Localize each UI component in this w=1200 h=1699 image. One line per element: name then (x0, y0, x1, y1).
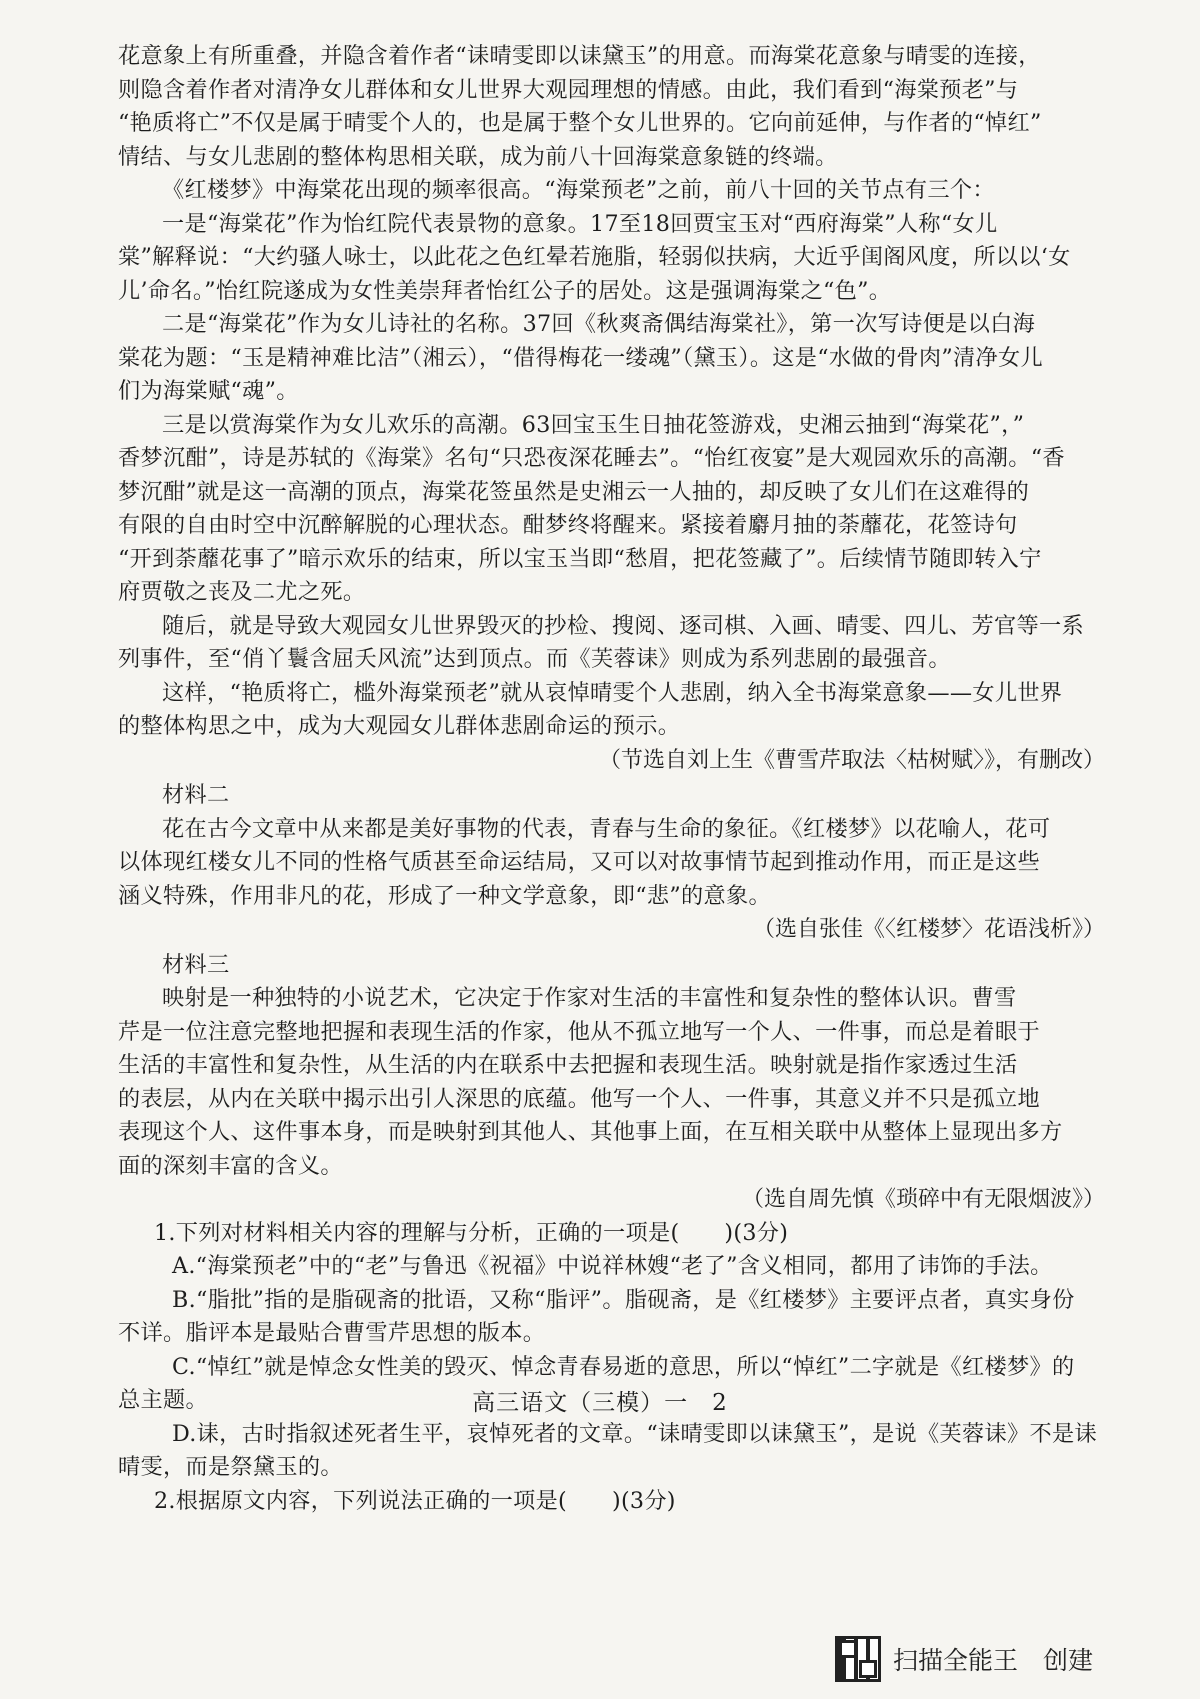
question-2: 2.根据原文内容，下列说法正确的一项是( )(3分) (154, 1487, 676, 1514)
text-line: 有限的自由时空中沉醉解脱的心理状态。酣梦终将醒来。紧接着麝月抽的荼蘼花，花签诗句 (118, 512, 1018, 538)
text-line: 棠花为题：“玉是精神难比洁”（湘云），“借得梅花一缕魂”（黛玉）。这是“水做的骨肉”清净女儿 (118, 344, 1043, 371)
text-line: “艳质将亡”不仅是属于晴雯个人的，也是属于整个女儿世界的。它向前延伸，与作者的“悼红” (118, 110, 1042, 136)
text-line: 梦沉酣”就是这一高潮的顶点，海棠花签虽然是史湘云一人抽的，却反映了女儿们在这难得的 (118, 478, 1030, 505)
option-c-cont: 总主题。 (118, 1387, 208, 1413)
text-line: 们为海棠赋“魂”。 (118, 378, 299, 404)
text-line: 面的深刻丰富的含义。 (118, 1152, 343, 1179)
option-d-cont: 晴雯，而是祭黛玉的。 (118, 1454, 343, 1480)
text-line: “开到荼蘼花事了”暗示欢乐的结束，所以宝玉当即“愁眉，把花签藏了”。后续情节随即转入宁 (118, 545, 1042, 572)
text-line: 则隐含着作者对清净女儿群体和女儿世界大观园理想的情感。由此，我们看到“海棠预老”与 (118, 76, 1019, 103)
source-citation: （选自周先慎《琐碎中有无限烟波》） (741, 1187, 1105, 1212)
source-citation: （选自张佳《〈红楼梦〉花语浅析》） (752, 917, 1105, 942)
source-citation: （节选自刘上生《曹雪芹取法〈枯树赋〉》，有删改） (598, 747, 1105, 773)
text-line: 的整体构思之中，成为大观园女儿群体悲剧命运的预示。 (118, 713, 681, 739)
text-line: 一是“海棠花”作为怡红院代表景物的意象。17至18回贾宝玉对“西府海棠”人称“女儿 (162, 210, 998, 237)
qr-code-icon (835, 1636, 881, 1682)
text-line: 芹是一位注意完整地把握和表现生活的作家，他从不孤立地写一个人、一件事，而总是着眼于 (118, 1018, 1040, 1045)
text-line: 随后，就是导致大观园女儿世界毁灭的抄检、搜阅、逐司棋、入画、晴雯、四儿、芳官等一系 (162, 612, 1084, 639)
text-line: 《红楼梦》中海棠花出现的频率很高。“海棠预老”之前，前八十回的关节点有三个： (162, 177, 995, 203)
text-line: 列事件，至“俏丫鬟含屈夭风流”达到顶点。而《芙蓉诔》则成为系列悲剧的最强音。 (118, 646, 951, 672)
text-line: 以体现红楼女儿不同的性格气质甚至命运结局，又可以对故事情节起到推动作用，而正是这些 (118, 849, 1040, 875)
text-line: 涵义特殊，作用非凡的花，形成了一种文学意象，即“悲”的意象。 (118, 882, 771, 909)
option-c: C.“悼红”就是悼念女性美的毁灭、悼念青春易逝的意思，所以“悼红”二字就是《红楼梦》的 (172, 1353, 1075, 1380)
text-line: 三是以赏海棠作为女儿欢乐的高潮。63回宝玉生日抽花签游戏，史湘云抽到“海棠花”，” (162, 411, 1025, 438)
option-d: D.诔，古时指叙述死者生平，哀悼死者的文章。“诔晴雯即以诔黛玉”，是说《芙蓉诔》不是诔 (172, 1420, 1097, 1447)
text-line: 的表层，从内在关联中揭示出引人深思的底蕴。他写一个人、一件事，其意义并不只是孤立地 (118, 1085, 1040, 1112)
option-b-cont: 不详。脂评本是最贴合曹雪芹思想的版本。 (118, 1320, 546, 1346)
page-footer: 高三语文（三模）一 2 (472, 1390, 728, 1416)
text-line: 二是“海棠花”作为女儿诗社的名称。37回《秋爽斋偶结海棠社》，第一次写诗便是以白海 (162, 311, 1036, 337)
option-a: A.“海棠预老”中的“老”与鲁迅《祝福》中说祥林嫂“老了”含义相同，都用了讳饰的手法。 (172, 1253, 1053, 1279)
text-line: 花意象上有所重叠，并隐含着作者“诔晴雯即以诔黛玉”的用意。而海棠花意象与晴雯的连接， (118, 43, 1041, 69)
text-line: 映射是一种独特的小说艺术，它决定于作家对生活的丰富性和复杂性的整体认识。曹雪 (162, 985, 1017, 1011)
text-line: 香梦沉酣”，诗是苏轼的《海棠》名句“只恐夜深花睡去”。“怡红夜宴”是大观园欢乐的高潮。“香 (118, 445, 1065, 471)
text-line: 花在古今文章中从来都是美好事物的代表，青春与生命的象征。《红楼梦》以花喻人，花可 (162, 815, 1051, 842)
text-line: 棠”解释说：“大约骚人咏士，以此花之色红晕若施脂，轻弱似扶病，大近乎闺阁风度，所以以‘女 (118, 244, 1071, 270)
text-line: 生活的丰富性和复杂性，从生活的内在联系中去把握和表现生活。映射就是指作家透过生活 (118, 1052, 1018, 1078)
text-line: 府贾敬之丧及二尤之死。 (118, 579, 366, 605)
text-line: 儿’命名。”怡红院遂成为女性美崇拜者怡红公子的居处。这是强调海棠之“色”。 (118, 277, 892, 304)
text-line: 情结、与女儿悲剧的整体构思相关联，成为前八十回海棠意象链的终端。 (118, 143, 838, 170)
text-line: 这样，“艳质将亡，槛外海棠预老”就从哀悼晴雯个人悲剧，纳入全书海棠意象——女儿世界 (162, 679, 1063, 706)
option-b: B.“脂批”指的是脂砚斋的批语，又称“脂评”。脂砚斋，是《红楼梦》主要评点者，真实身份 (172, 1286, 1075, 1313)
section-heading: 材料三 (162, 951, 230, 978)
text-line: 表现这个人、这件事本身，而是映射到其他人、其他事上面，在互相关联中从整体上显现出多方 (118, 1119, 1063, 1145)
question-1: 1.下列对材料相关内容的理解与分析，正确的一项是( )(3分) (154, 1219, 789, 1246)
scanner-watermark (835, 1633, 1093, 1685)
section-heading: 材料二 (162, 782, 230, 808)
scanner-label: 扫描全能王 创建 (893, 1646, 1094, 1675)
